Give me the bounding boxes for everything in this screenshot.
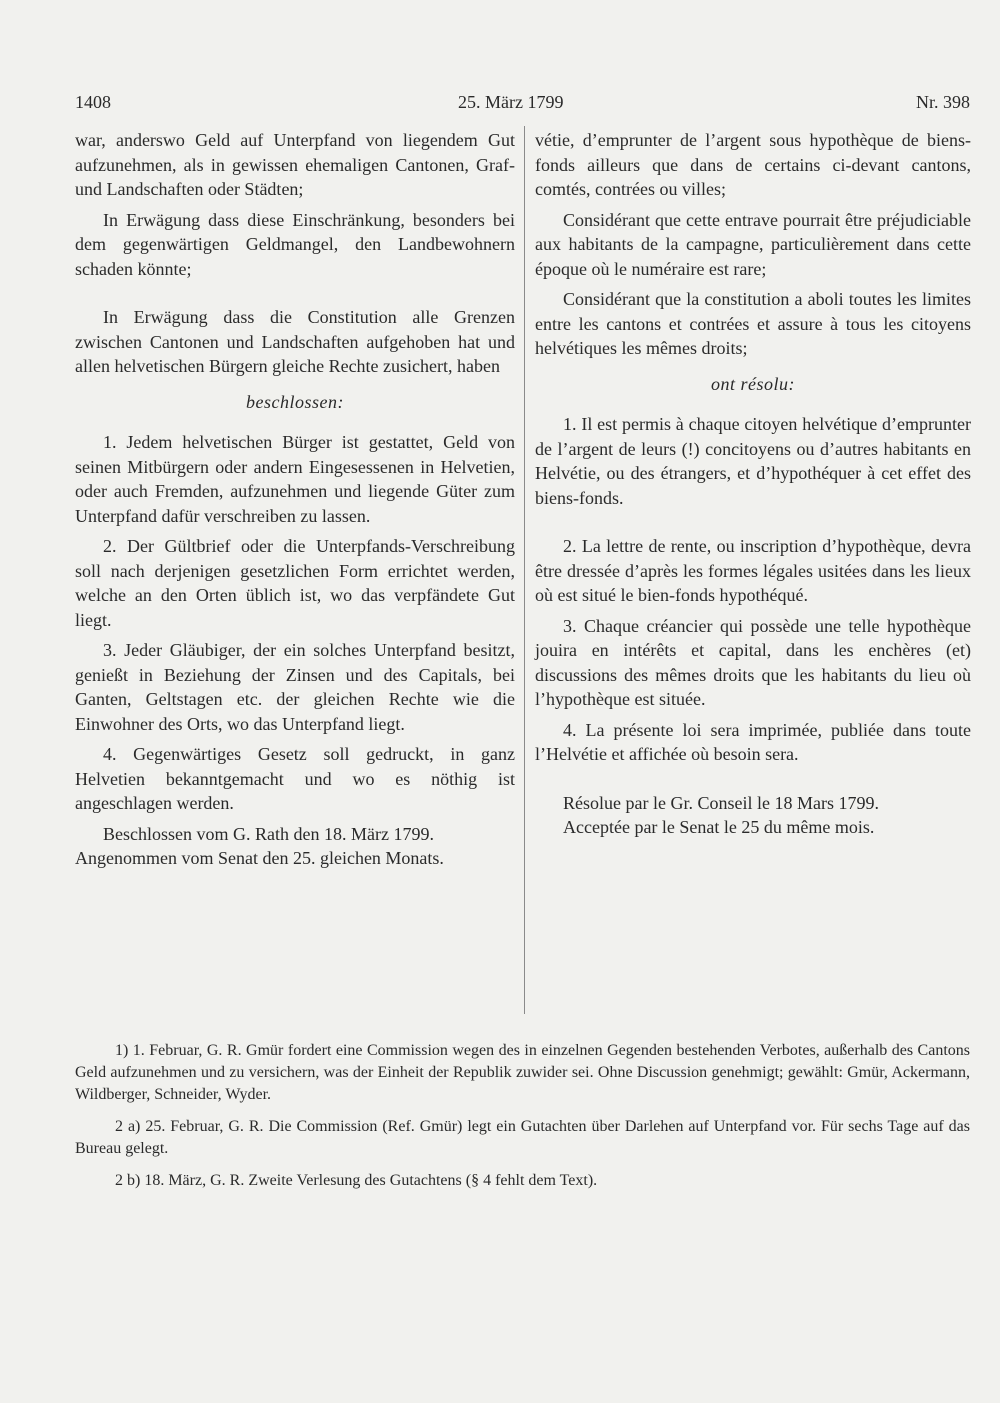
french-paragraph: Considérant que cette entrave pourrait être préjudiciable aux habitants de la campagne, particulièrement dans cette époque où le numéraire est rare; (535, 209, 971, 279)
page-number: 1408 (75, 92, 111, 112)
german-article: 1. Jedem helvetischen Bürger ist gestattet, Geld von seinen Mitbürgern oder andern Eingesessenen in Helvetien, oder auch Fremden, aufzunehmen und liegende Güter zum Unterpfand dafür verschreiben zu lassen. (75, 432, 515, 526)
german-paragraph: In Erwägung dass die Constitution alle Grenzen zwischen Cantonen und Landschaften aufgehoben hat und allen helvetischen Bürgern gleiche Rechte zusichert, haben (75, 307, 515, 376)
footnotes (75, 1040, 970, 1192)
french-article: 2. La lettre de rente, ou inscription d’hypothèque, devra être dressée d’après les formes légales usitées dans les lieux où est situé le bien-fonds hypothéqué. (535, 536, 971, 605)
footnote: 2 a) 25. Februar, G. R. Die Commission (Ref. Gmür) legt ein Gutachten über Darlehen auf Unterpfand vor. Für sechs Tage auf das Bureau gelegt. (75, 1118, 970, 1157)
german-paragraph: war, anderswo Geld auf Unterpfand von liegendem Gut aufzunehmen, als in gewissen ehemaligen Cantonen, Graf- und Landschaften oder Städten; (75, 130, 515, 199)
german-signature: Angenommen vom Senat den 25. gleichen Monats. (75, 848, 444, 868)
german-article: 2. Der Gültbrief oder die Unterpfands-Verschreibung soll nach derjenigen gesetzlichen Form errichtet werden, welche an den Orten üblich ist, wo das verpfändete Gut liegt. (75, 536, 515, 630)
german-article: 3. Jeder Gläubiger, der ein solches Unterpfand besitzt, genießt in Beziehung der Zinsen und des Capitals, bei Ganten, Geltstagen etc. der gleichen Rechte wie die Einwohner des Orts, wo das Unterpfand liegt. (75, 640, 515, 734)
german-column (75, 128, 515, 871)
french-article: 1. Il est permis à chaque citoyen helvétique d’emprunter de l’argent de leurs (!) concitoyens ou d’autres habitants en Helvétie, ou des étrangers, et d’hypothéquer à cet effet des biens-fonds. (535, 414, 971, 508)
german-paragraph: In Erwägung dass diese Einschränkung, besonders bei dem gegenwärtigen Geldmangel, den Landbewohnern schaden könnte; (75, 209, 515, 279)
french-article: 4. La présente loi sera imprimée, publiée dans toute l’Helvétie et affichée où besoin sera. (535, 719, 971, 764)
german-resolution-heading: beschlossen: (246, 391, 344, 412)
french-signature: Résolue par le Gr. Conseil le 18 Mars 1799. (563, 792, 879, 813)
footnote: 2 b) 18. März, G. R. Zweite Verlesung des Gutachtens (§ 4 fehlt dem Text). (115, 1172, 598, 1189)
column-divider (524, 126, 525, 1014)
german-signature: Beschlossen vom G. Rath den 18. März 1799. (103, 823, 434, 844)
footnote: 1) 1. Februar, G. R. Gmür fordert eine Commission wegen des in einzelnen Gegenden bestehenden Verbotes, außerhalb des Cantons Geld aufzunehmen und zu versichern, was der Einheit der Republik zuwider sei. Ohne Discussion genehmigt; gewählt: Gmür, Ackermann, Wildberger, Schneider, Wyder. (75, 1042, 970, 1103)
french-article: 3. Chaque créancier qui possède une telle hypothèque jouira en intérêts et capital, dans les enchères (et) discussions des mêmes droits que les habitants du lieu où l’hypothèque est située. (535, 615, 971, 709)
french-resolution-heading: ont résolu: (711, 373, 795, 394)
german-article: 4. Gegenwärtiges Gesetz soll gedruckt, in ganz Helvetien bekanntgemacht und wo es nöthig ist angeschlagen werden. (75, 744, 515, 813)
page-header (75, 92, 970, 116)
french-paragraph: Considérant que la constitution a aboli toutes les limites entre les cantons et contrées et assure à tous les citoyens helvétiques les mêmes droits; (535, 289, 971, 358)
document-number: Nr. 398 (916, 92, 970, 112)
french-paragraph: vétie, d’emprunter de l’argent sous hypothèque de biens-fonds ailleurs que dans de certains ci-devant cantons, comtés, contrées ou villes; (535, 130, 971, 199)
page-date: 25. März 1799 (458, 92, 564, 112)
french-signature: Acceptée par le Senat le 25 du même mois. (563, 817, 875, 837)
french-column (535, 128, 971, 840)
